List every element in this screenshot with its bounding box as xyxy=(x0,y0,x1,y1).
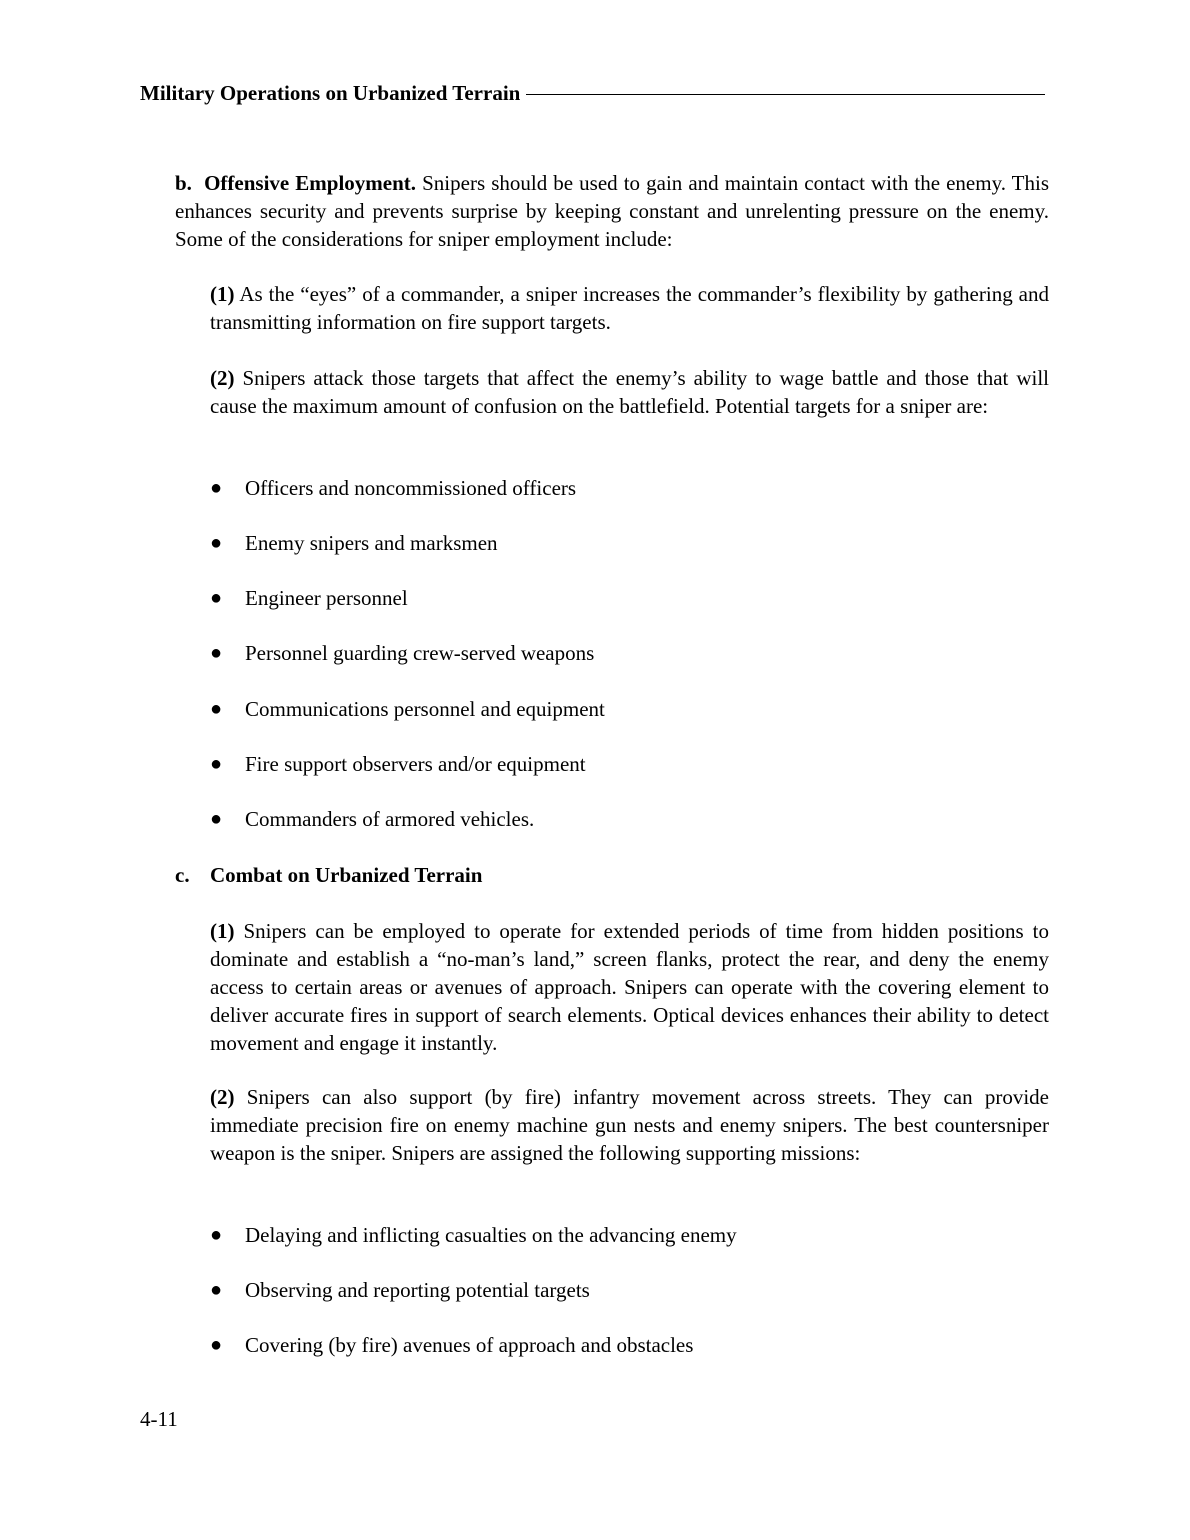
section-b-label: b. xyxy=(175,171,192,195)
section-c-item-2-num: (2) xyxy=(210,1085,235,1109)
section-c-item-2-text: Snipers can also support (by fire) infantry movement across streets. They can provide immediate precision fire on enemy machine gun nests and enemy snipers. The best countersniper weapon is the sniper. Snipers are assigned the following supporting missions: xyxy=(210,1085,1049,1165)
bullet-icon: ● xyxy=(210,1224,223,1246)
section-b-item-2-text: Snipers attack those targets that affect the enemy’s ability to wage battle and those that will cause the maximum amount of confusion on the battlefield. Potential targets for a sniper are: xyxy=(210,366,1050,418)
list-item-text: Delaying and inflicting casualties on the advancing enemy xyxy=(245,1223,737,1247)
bullet-icon: ● xyxy=(210,532,223,554)
list-item-text: Engineer personnel xyxy=(245,586,408,610)
list-item-text: Enemy snipers and marksmen xyxy=(245,531,498,555)
section-b-text: Snipers should be used to gain and maintain contact with the enemy. This enhances security and prevents surprise by keeping constant and unrelenting pressure on the enemy. Some of the considerations for sniper employment include: xyxy=(175,171,1049,251)
bullet-icon: ● xyxy=(210,1334,223,1356)
list-item-text: Fire support observers and/or equipment xyxy=(245,752,586,776)
section-b-item-2 xyxy=(210,364,1049,420)
list-item-text: Personnel guarding crew-served weapons xyxy=(245,641,595,665)
section-b-item-1-num: (1) xyxy=(210,282,235,306)
section-b-item-2-num: (2) xyxy=(210,366,235,390)
section-b-item-1 xyxy=(210,280,1049,336)
section-c-label: c. xyxy=(175,863,190,887)
section-b-title: Offensive Employment. xyxy=(204,171,417,195)
bullet-icon: ● xyxy=(210,753,223,775)
section-c-item-1-num: (1) xyxy=(210,919,235,943)
bullet-icon: ● xyxy=(210,1279,223,1301)
header-rule xyxy=(526,94,1045,95)
running-head xyxy=(140,79,1045,107)
running-head-title: Military Operations on Urbanized Terrain xyxy=(140,81,521,105)
section-c-item-2 xyxy=(210,1083,1049,1167)
bullet-icon: ● xyxy=(210,587,223,609)
section-c-item-1-text: Snipers can be employed to operate for extended periods of time from hidden positions to dominate and establish a “no-man’s land,” screen flanks, protect the rear, and deny the enemy access to certain areas or avenues of approach. Snipers can operate with the covering element to deliver accurate fires in support of search elements. Optical devices enhances their ability to detect movement and engage it instantly. xyxy=(210,919,1049,1055)
list-item-text: Officers and noncommissioned officers xyxy=(245,476,577,500)
bullet-icon: ● xyxy=(210,642,223,664)
section-c-item-1 xyxy=(210,917,1049,1057)
list-item-text: Covering (by fire) avenues of approach and obstacles xyxy=(245,1333,694,1357)
section-c-heading xyxy=(175,861,482,889)
bullet-icon: ● xyxy=(210,808,223,830)
list-item-text: Commanders of armored vehicles. xyxy=(245,807,535,831)
section-b-item-1-text: As the “eyes” of a commander, a sniper increases the commander’s flexibility by gathering and transmitting information on fire support targets. xyxy=(210,282,1049,334)
page-number: 4-11 xyxy=(140,1407,178,1431)
bullet-icon: ● xyxy=(210,477,223,499)
section-b-paragraph xyxy=(175,169,1049,253)
section-c-title: Combat on Urbanized Terrain xyxy=(210,863,483,887)
list-item-text: Communications personnel and equipment xyxy=(245,697,605,721)
bullet-icon: ● xyxy=(210,698,223,720)
list-item-text: Observing and reporting potential targets xyxy=(245,1278,590,1302)
